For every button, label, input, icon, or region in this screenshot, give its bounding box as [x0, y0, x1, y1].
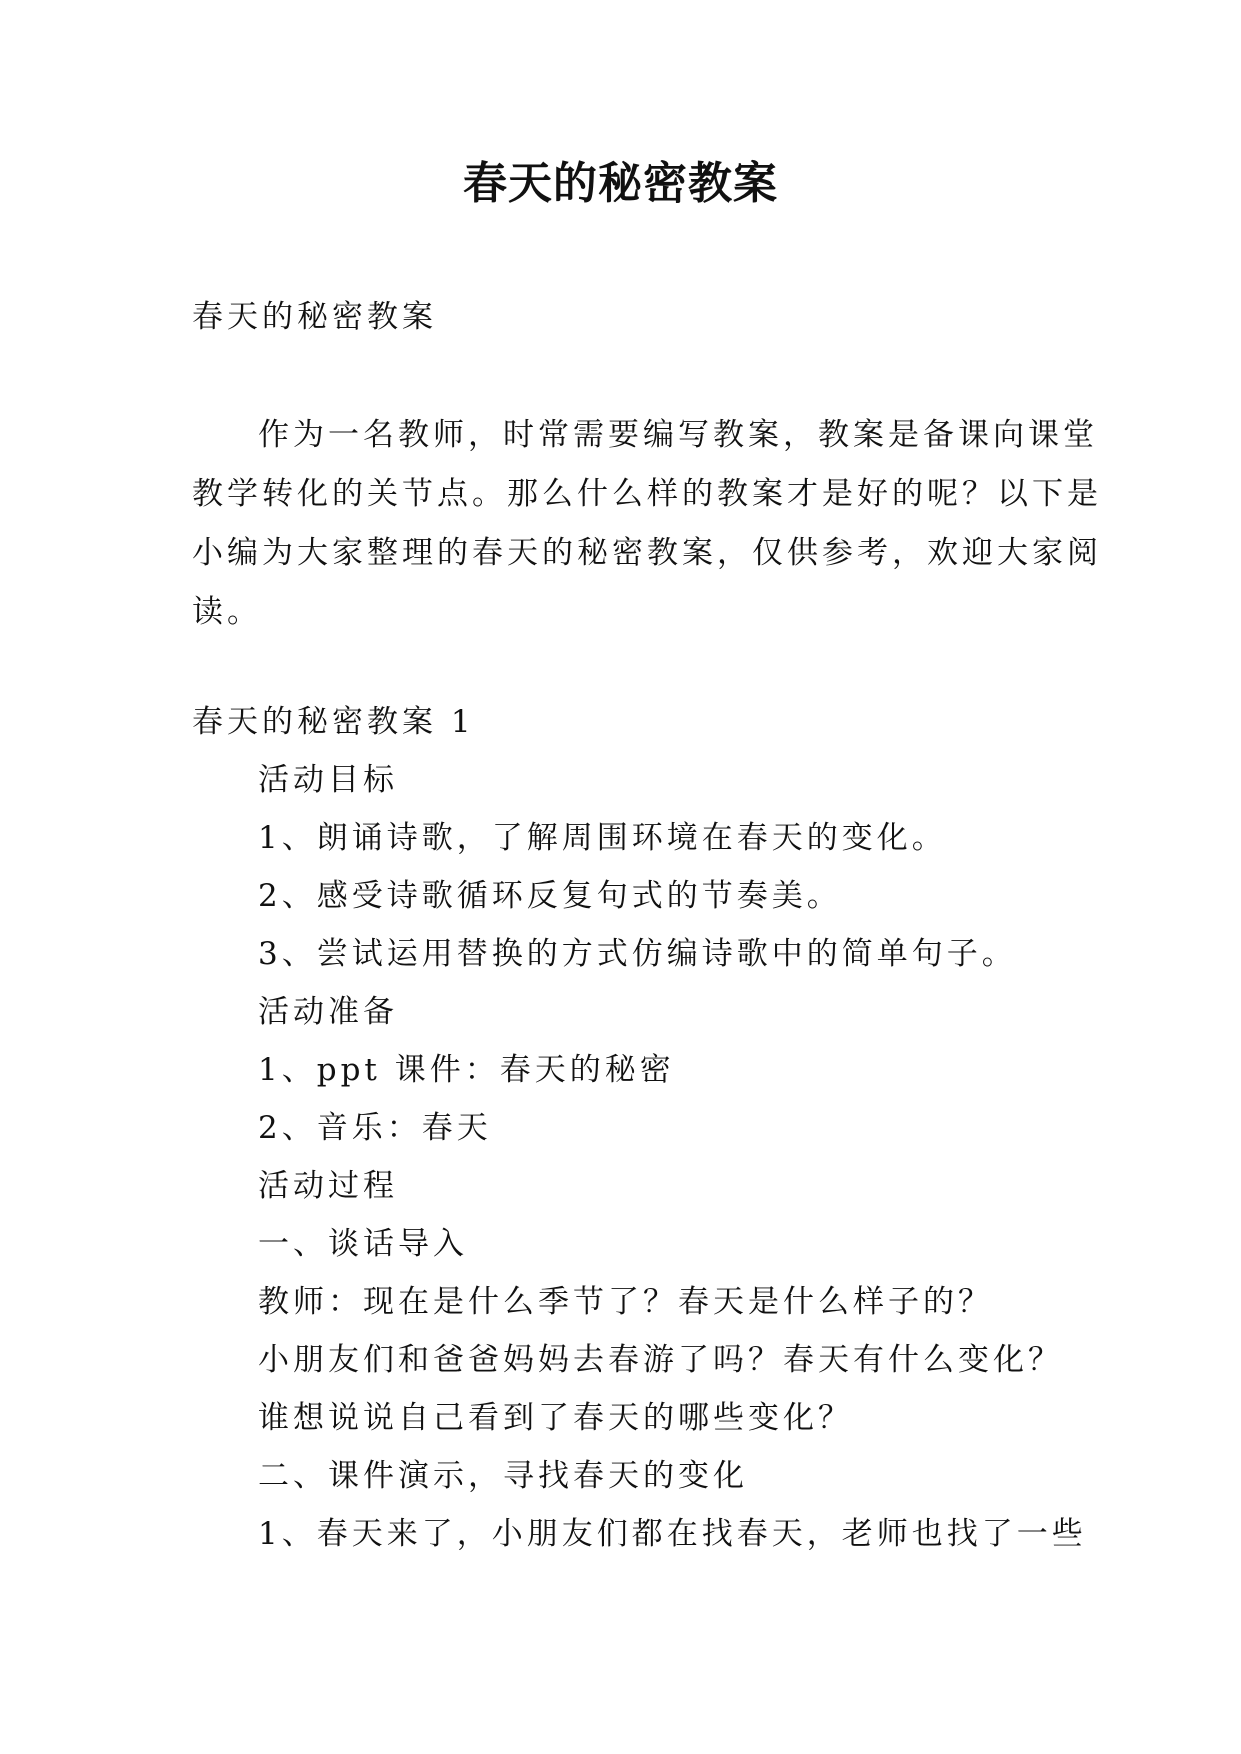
objective-item: 1、朗诵诗歌，了解周围环境在春天的变化。	[258, 820, 947, 856]
preparation-item: 1、ppt 课件：春天的秘密	[258, 1052, 675, 1088]
process-line: 1、春天来了，小朋友们都在找春天，老师也找了一些	[258, 1516, 1087, 1552]
process-line: 小朋友们和爸爸妈妈去春游了吗？春天有什么变化？	[258, 1342, 1063, 1378]
objective-item: 3、尝试运用替换的方式仿编诗歌中的简单句子。	[258, 936, 1017, 972]
process-line: 谁想说说自己看到了春天的哪些变化？	[258, 1400, 853, 1436]
heading-process: 活动过程	[258, 1168, 398, 1204]
process-step-heading: 一、谈话导入	[258, 1226, 468, 1262]
section-title: 春天的秘密教案 1	[192, 704, 475, 740]
intro-line: 教学转化的关节点。那么什么样的教案才是好的呢？以下是	[192, 476, 1102, 512]
process-line: 教师：现在是什么季节了？春天是什么样子的？	[258, 1284, 993, 1320]
intro-paragraph	[192, 406, 1102, 642]
intro-line: 小编为大家整理的春天的秘密教案，仅供参考，欢迎大家阅	[192, 535, 1102, 571]
process-step-heading: 二、课件演示，寻找春天的变化	[258, 1458, 748, 1494]
objective-item: 2、感受诗歌循环反复句式的节奏美。	[258, 878, 842, 914]
heading-objectives: 活动目标	[258, 762, 398, 798]
preparation-item: 2、音乐：春天	[258, 1110, 492, 1146]
intro-line: 读。	[192, 594, 262, 630]
intro-line: 作为一名教师，时常需要编写教案，教案是备课向课堂	[258, 417, 1098, 453]
document-title: 春天的秘密教案	[463, 158, 778, 209]
heading-preparation: 活动准备	[258, 994, 398, 1030]
document-subtitle: 春天的秘密教案	[192, 299, 437, 335]
